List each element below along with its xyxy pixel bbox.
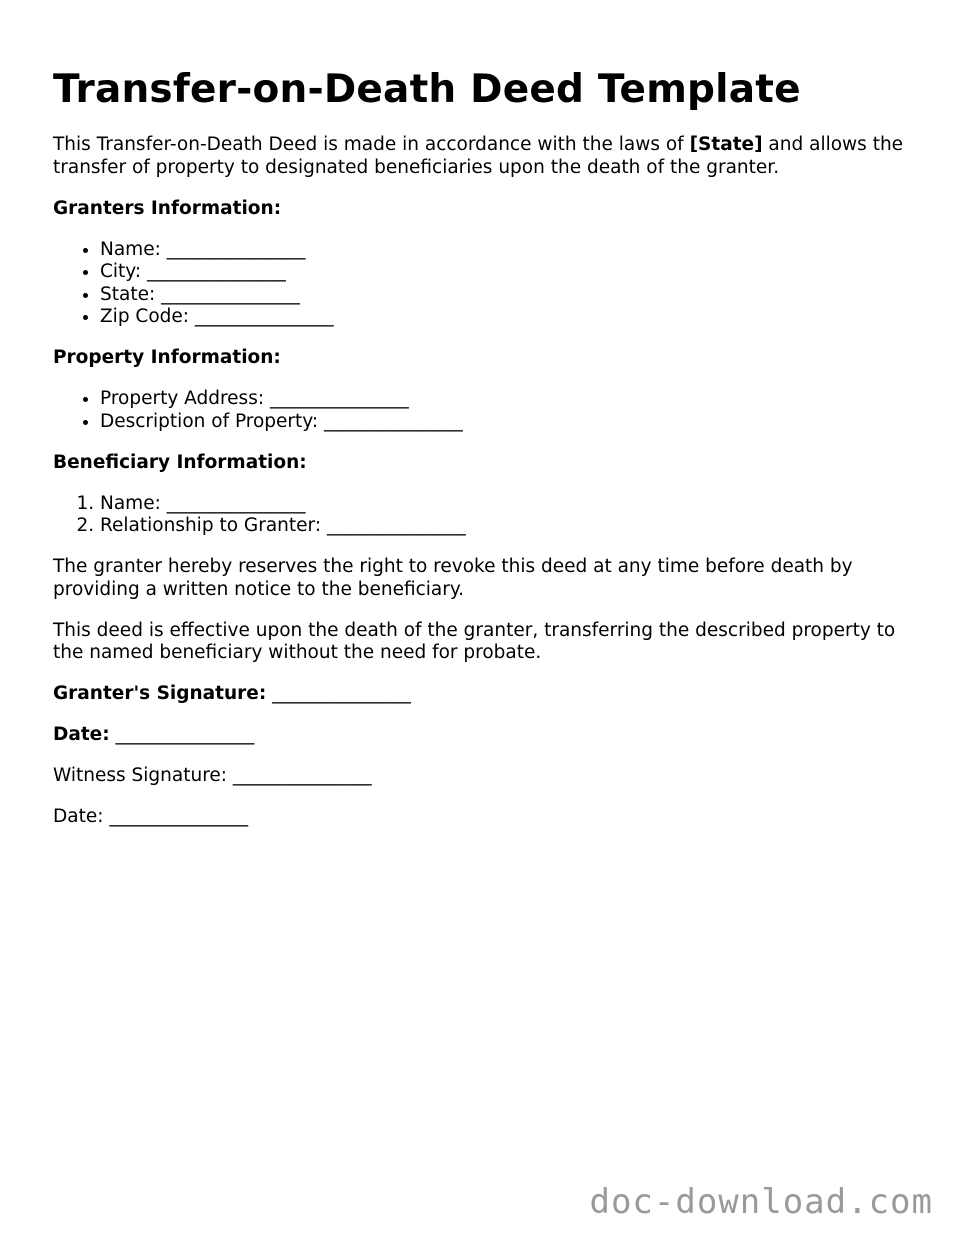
effective-paragraph: This deed is effective upon the death of the granter, transferring the described property to the named beneficiary without the need for probate. <box>53 619 896 663</box>
property-address-field[interactable]: • Property Address: _______________ <box>100 388 923 411</box>
granter-date-line[interactable]: Date: _______________ <box>53 724 255 745</box>
beneficiary-heading: Beneficiary Information: <box>53 451 307 473</box>
granters-list <box>53 239 923 329</box>
revocation-paragraph: The granter hereby reserves the right to revoke this deed at any time before death by providing a written notice to the beneficiary. <box>53 556 853 600</box>
granter-zip-field[interactable]: • Zip Code: _______________ <box>100 306 923 329</box>
granters-heading: Granters Information: <box>53 197 282 219</box>
granter-date-label: Date: <box>53 724 110 745</box>
granter-state-field[interactable]: • State: _______________ <box>100 284 923 307</box>
witness-date-line[interactable]: Date: _______________ <box>53 806 249 827</box>
beneficiary-name-field[interactable]: 1. Name: _______________ <box>100 493 923 516</box>
property-heading: Property Information: <box>53 347 281 368</box>
granter-city-field[interactable]: • City: _______________ <box>100 261 923 284</box>
property-list <box>53 388 923 433</box>
witness-date-label: Date: <box>53 806 104 827</box>
watermark-text: doc-download.com <box>589 1182 933 1222</box>
intro-text-after: and allows the transfer of property to designated beneficiaries upon the death of the granter. <box>53 134 904 178</box>
witness-signature-line[interactable]: Witness Signature: _______________ <box>53 765 372 786</box>
document-title: Transfer-on-Death Deed Template <box>53 67 801 112</box>
beneficiary-list <box>53 493 923 538</box>
granter-signature-label: Granter's Signature: <box>53 683 267 704</box>
granter-name-field[interactable]: • Name: _______________ <box>100 239 923 262</box>
property-description-field[interactable]: • Description of Property: _______________ <box>100 411 923 434</box>
state-placeholder: [State] <box>689 134 763 155</box>
granter-signature-line[interactable]: Granter's Signature: _______________ <box>53 683 411 704</box>
intro-text-before: This Transfer-on-Death Deed is made in accordance with the laws of <box>53 134 690 155</box>
document-page <box>53 62 923 847</box>
intro-paragraph <box>53 134 923 179</box>
witness-signature-label: Witness Signature: <box>53 765 228 786</box>
beneficiary-relationship-field[interactable]: 2. Relationship to Granter: _______________ <box>100 515 923 538</box>
